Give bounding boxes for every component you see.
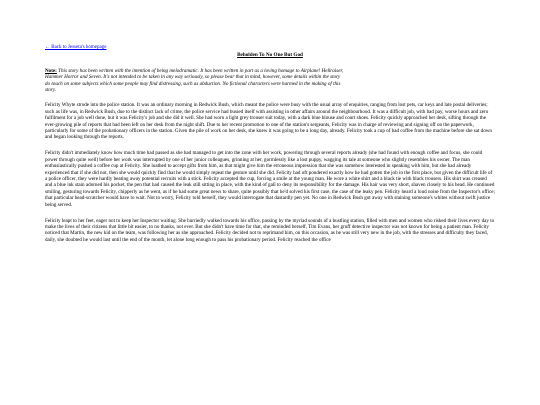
note-label: Note: bbox=[45, 67, 57, 74]
note-text: This story has been written with the intention of being melodramatic. It has been written in part as a loving homage to Airplane! Hellraiser, Hammer Horror and Seven. It's not intended to be taken in any way seriously, so please bear that in mind, however, some details within the story do touch on some subjects which some people may find distressing, such as abduction. No fictional characters were harmed in the making of this story. bbox=[45, 67, 344, 94]
story-paragraph: Felicity leapt to her feet, eager not to keep her Inspector waiting. She hurriedly walked towards his office, passing by the myriad sounds of a bustling station, filled with men and women who risked their lives every day to make the lives of their citizens that little bit easier, to no thanks, not ever. But she didn't have time for that, she reminded herself, Tim Evans, her gruff detective inspector was not known for being a patient man. Felicity noticed that Martin, the new kid on the team, was following her as she approached. Felicity decided not to reprimand him, on this occasion, as he was still very new in the job, with the stresses and difficulty they faced, daily, she doubted he would last until the end of the month, let alone long enough to pass his probationary period. Felicity reached the office bbox=[45, 217, 495, 243]
story-paragraph: Felicity Whyte strode into the police station. It was an ordinary morning in Redwick Bush, which meant the police were busy with the usual array of enquiries, ranging from lost pets, car keys and late postal deliveries; such as life was, in Redwick Bush, due to the distinct lack of crime, the police service had busied itself with assisting in other affairs around the neighbourhood. It was a difficult job, with bad pay, worse hours and zero fulfilment for a job well done, but it was Felicity's job and she did it well. She had worn a light grey trouser suit today, with a dark blue blouse and court shoes. Felicity quickly approached her desk, sifting through the ever-growing pile of reports that had been left on her desk from the night shift. Due to her recent promotion to one of the station's sergeants, Felicity was in charge of reviewing and signing off on the paperwork, particularly for some of the probationary officers in the station. Given the pile of work on her desk, she knew it was going to be a long day, already. Felicity took a cup of bad coffee from the machine before she sat down and began looking through the reports. bbox=[45, 102, 492, 141]
document-page bbox=[45, 44, 495, 253]
story-paragraph: Felicity didn't immediately know how much time had passed as she had managed to get into the zone with her work, powering through several reports already (she had found with enough coffee and focus, she could power through quite well) before her work was interrupted by one of her junior colleagues, grinning at her, gormlessly like a lost puppy, wagging its tale at someone who slightly resembles his owner. The man enthusiastically pushed a coffee cup at Felicity. She loathed to accept gifts from him, as that might give him the erroneous impression that she was somehow interested in speaking with him, but she had already experienced that if she did not, then she would quickly find that he would simply repeat the gesture until she did. Felicity had oft pondered exactly how he had gotten the job in the first place, but given the difficult life of a police officer, they were hardly beating away potential recruits with a stick. Felicity accepted the cup, forcing a smile at the young man. He wore a white shirt and a black tie with black trousers. His shirt was creased and a blue ink stain adorned his pocket, the pen that had caused the leak still sitting in place, with the kind of gall to deny its responsibility for the damage. His hair was very short, shaven closely to his head. He continued smiling, gesturing towards Felicity, chipperly as he went, as if he had some great news to share, quite possibly that he'd solved his first case, the case of the leaky pen. Felicity heard a loud noise from the Inspector's office; that particular head-scratcher would have to wait. Not to worry, Felicity told herself, they would interrogate that dastardly pen yet. No one in Redwick Bush got away with staining someone's whites without swift justice being served. bbox=[45, 150, 495, 208]
story-title: Beholden To No One But God bbox=[237, 52, 303, 59]
back-to-homepage-link[interactable]: ← Back to Jesseta's homepage bbox=[45, 45, 107, 50]
author-note bbox=[45, 68, 345, 94]
